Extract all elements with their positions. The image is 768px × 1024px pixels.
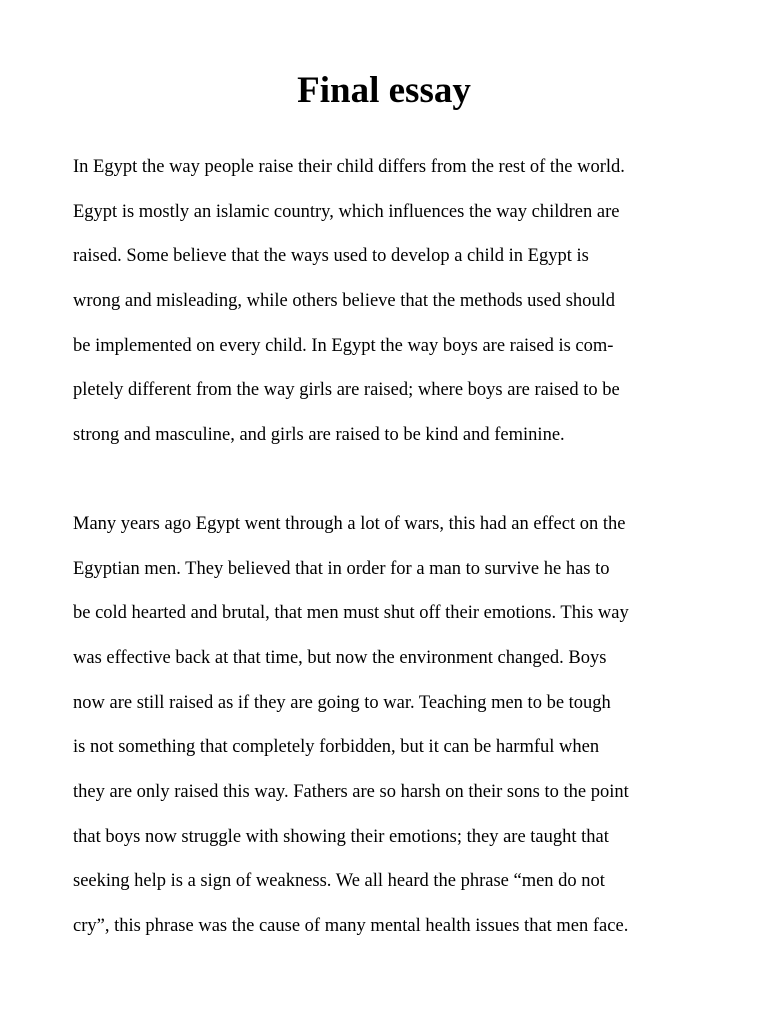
- paragraph-line: cry”, this phrase was the cause of many mental health issues that men face.: [73, 916, 629, 936]
- paragraph-line: seeking help is a sign of weakness. We all heard the phrase “men do not: [73, 871, 605, 891]
- paragraph-line: Egypt is mostly an islamic country, which influences the way children are: [73, 202, 620, 222]
- paragraph-line: strong and masculine, and girls are raised to be kind and feminine.: [73, 425, 565, 445]
- paragraph-line: is not something that completely forbidden, but it can be harmful when: [73, 737, 600, 757]
- paragraph-line: that boys now struggle with showing their emotions; they are taught that: [73, 827, 609, 847]
- paragraph-line: now are still raised as if they are going to war. Teaching men to be tough: [73, 693, 611, 713]
- paragraph-line: they are only raised this way. Fathers are so harsh on their sons to the point: [73, 782, 629, 802]
- paragraph-line: Egyptian men. They believed that in order for a man to survive he has to: [73, 559, 610, 579]
- paragraph-line: be cold hearted and brutal, that men must shut off their emotions. This way: [73, 603, 629, 623]
- paragraph-line: raised. Some believe that the ways used to develop a child in Egypt is: [73, 246, 589, 266]
- paragraph-line: Many years ago Egypt went through a lot of wars, this had an effect on the: [73, 514, 626, 534]
- document-title: Final essay: [297, 70, 471, 111]
- paragraph-line: wrong and misleading, while others believe that the methods used should: [73, 291, 616, 311]
- paragraph-line: was effective back at that time, but now the environment changed. Boys: [73, 648, 607, 668]
- paragraph-line: be implemented on every child. In Egypt the way boys are raised is com-: [73, 336, 614, 356]
- paragraph-line: In Egypt the way people raise their child differs from the rest of the world.: [73, 157, 625, 177]
- paragraph-line: pletely different from the way girls are raised; where boys are raised to be: [73, 380, 620, 400]
